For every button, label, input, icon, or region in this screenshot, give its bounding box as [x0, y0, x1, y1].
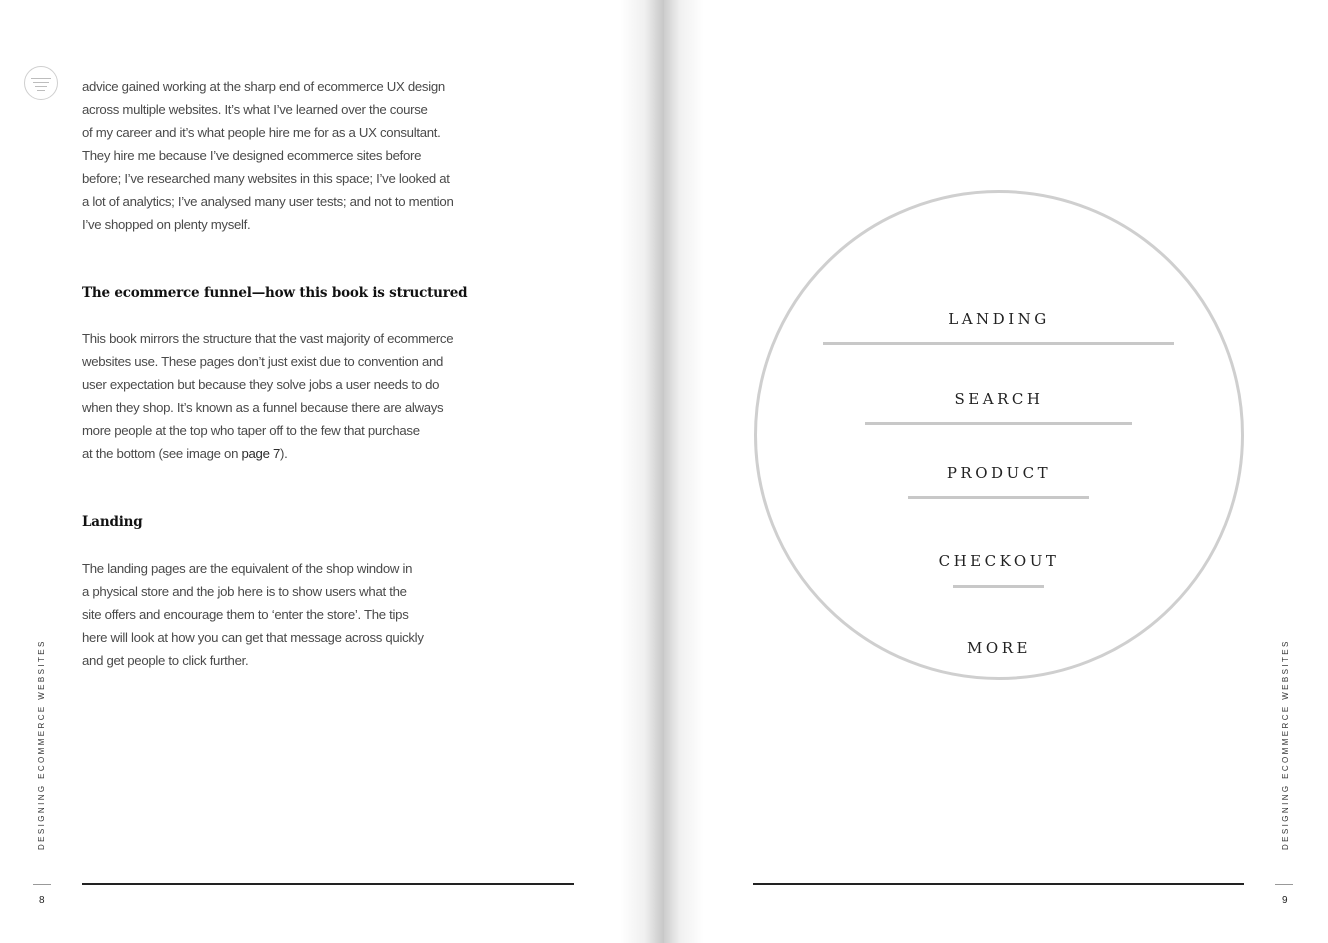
- text-line: [82, 442, 502, 465]
- funnel-stage-checkout: CHECKOUT: [938, 552, 1060, 570]
- text-line: here will look at how you can get that message across quickly: [82, 630, 424, 645]
- funnel-heading: The ecommerce funnel—how this book is structured: [82, 285, 468, 301]
- menu-icon[interactable]: [24, 66, 58, 100]
- text-line: across multiple websites. It’s what I’ve learned over the course: [82, 102, 428, 117]
- funnel-circle: [754, 190, 1244, 680]
- page-number-right: 9: [1282, 895, 1288, 906]
- text-fragment: at the bottom (see image on: [82, 446, 242, 461]
- funnel-stage-landing: LANDING: [948, 310, 1050, 328]
- gutter-shadow: [620, 0, 664, 943]
- text-line: before; I’ve researched many websites in this space; I’ve looked at: [82, 171, 450, 186]
- page-tick: [33, 884, 51, 885]
- text-line: This book mirrors the structure that the vast majority of ecommerce: [82, 331, 454, 346]
- text-line: websites use. These pages don’t just exist due to convention and: [82, 354, 444, 369]
- funnel-bar-product: [908, 496, 1089, 499]
- funnel-stage-search: SEARCH: [954, 390, 1044, 408]
- text-line: a physical store and the job here is to show users what the: [82, 584, 407, 599]
- text-line: user expectation but because they solve jobs a user needs to do: [82, 377, 440, 392]
- funnel-bar-search: [865, 422, 1132, 425]
- landing-heading: Landing: [82, 514, 143, 530]
- landing-paragraph: [82, 557, 502, 672]
- page-tick: [1275, 884, 1293, 885]
- funnel-bar-checkout: [953, 585, 1044, 588]
- text-fragment: ).: [280, 446, 288, 461]
- gutter-shadow: [664, 0, 704, 943]
- footer-rule-right: [753, 883, 1244, 885]
- text-line: advice gained working at the sharp end of ecommerce UX design: [82, 79, 445, 94]
- running-head-right: DESIGNING ECOMMERCE WEBSITES: [1281, 639, 1290, 850]
- text-line: The landing pages are the equivalent of the shop window in: [82, 561, 413, 576]
- footer-rule-left: [82, 883, 574, 885]
- funnel-bar-landing: [823, 342, 1174, 345]
- intro-paragraph: [82, 75, 502, 236]
- text-line: when they shop. It’s known as a funnel because there are always: [82, 400, 444, 415]
- text-line: a lot of analytics; I’ve analysed many user tests; and not to mention: [82, 194, 454, 209]
- text-line: site offers and encourage them to ‘enter the store’. The tips: [82, 607, 409, 622]
- page-reference-link[interactable]: page 7: [241, 446, 281, 461]
- text-line: of my career and it’s what people hire me for as a UX consultant.: [82, 125, 441, 140]
- text-line: I’ve shopped on plenty myself.: [82, 217, 251, 232]
- running-head-left: DESIGNING ECOMMERCE WEBSITES: [37, 639, 46, 850]
- text-line: They hire me because I’ve designed ecommerce sites before: [82, 148, 422, 163]
- funnel-paragraph: [82, 327, 502, 465]
- funnel-stage-more: MORE: [967, 639, 1031, 657]
- funnel-stage-product: PRODUCT: [946, 464, 1052, 482]
- page-number-left: 8: [39, 895, 45, 906]
- text-line: and get people to click further.: [82, 653, 249, 668]
- text-line: more people at the top who taper off to the few that purchase: [82, 423, 420, 438]
